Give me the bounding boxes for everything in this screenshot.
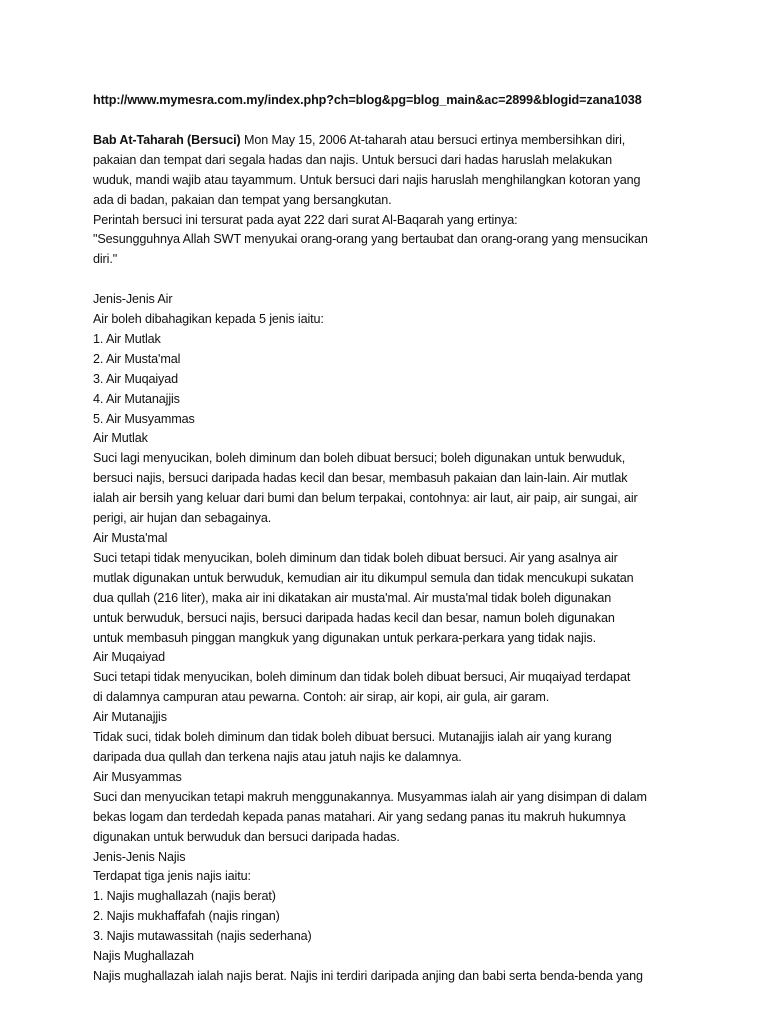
paragraph-spacer (93, 270, 678, 290)
text-line: di dalamnya campuran atau pewarna. Contoh: air sirap, air kopi, air gula, air garam. (93, 690, 550, 705)
intro-line: ada di badan, pakaian dan tempat yang bersangkutan. (93, 192, 392, 207)
text-line: untuk berwuduk, bersuci najis, bersuci daripada hadas kecil dan besar, namun boleh digunakan (93, 610, 615, 625)
text-line: Air Mutanajjis (93, 710, 167, 725)
text-line: Suci dan menyucikan tetapi makruh menggunakannya. Musyammas ialah air yang disimpan di dalam (93, 789, 647, 804)
text-line: 1. Air Mutlak (93, 331, 161, 346)
text-line: Jenis-Jenis Najis (93, 849, 186, 864)
intro-paragraph (93, 131, 678, 270)
text-line: daripada dua qullah dan terkena najis atau jatuh najis ke dalamnya. (93, 749, 462, 764)
text-line: 1. Najis mughallazah (najis berat) (93, 889, 276, 904)
intro-line: Perintah bersuci ini tersurat pada ayat 222 dari surat Al-Baqarah yang ertinya: (93, 212, 518, 227)
body-text (93, 290, 678, 987)
text-line: Jenis-Jenis Air (93, 292, 173, 307)
text-line: Air Musyammas (93, 769, 182, 784)
text-line: ialah air bersih yang keluar dari bumi dan belum terpakai, contohnya: air laut, air paip, air sungai, air (93, 491, 638, 506)
text-line: 5. Air Musyammas (93, 411, 195, 426)
text-line: 2. Air Musta'mal (93, 351, 181, 366)
text-line: Terdapat tiga jenis najis iaitu: (93, 869, 251, 884)
source-url: http://www.mymesra.com.my/index.php?ch=blog&pg=blog_main&ac=2899&blogid=zana1038 (93, 93, 642, 107)
document-page (93, 91, 678, 987)
text-line: digunakan untuk berwuduk dan bersuci daripada hadas. (93, 829, 400, 844)
text-line: Tidak suci, tidak boleh diminum dan tidak boleh dibuat bersuci. Mutanajjis ialah air yang kurang (93, 730, 612, 745)
text-line: Air Muqaiyad (93, 650, 166, 665)
text-line: 2. Najis mukhaffafah (najis ringan) (93, 909, 280, 924)
text-line: Air Musta'mal (93, 531, 168, 546)
text-line: Najis Mughallazah (93, 949, 194, 964)
quote-line: "Sesungguhnya Allah SWT menyukai orang-orang yang bertaubat dan orang-orang yang mensucikan (93, 232, 648, 247)
text-line: 4. Air Mutanajjis (93, 391, 180, 406)
text-line: 3. Air Muqaiyad (93, 371, 179, 386)
text-line: mutlak digunakan untuk berwuduk, kemudian air itu dikumpul semula dan tidak mencukupi sukatan (93, 570, 634, 585)
text-line: Air boleh dibahagikan kepada 5 jenis iaitu: (93, 312, 324, 327)
text-line: perigi, air hujan dan sebagainya. (93, 511, 272, 526)
article-title: Bab At-Taharah (Bersuci) (93, 132, 241, 147)
text-line: bekas logam dan terdedah kepada panas matahari. Air yang sedang panas itu makruh hukumnya (93, 809, 626, 824)
text-line: Suci tetapi tidak menyucikan, boleh diminum dan tidak boleh dibuat bersuci, Air muqaiyad terdapat (93, 670, 631, 685)
intro-line-1-text: Mon May 15, 2006 At-taharah atau bersuci ertinya membersihkan diri, (240, 132, 626, 147)
intro-line (93, 131, 678, 151)
text-line: Air Mutlak (93, 431, 148, 446)
text-line: bersuci najis, bersuci daripada hadas kecil dan besar, membasuh pakaian dan lain-lain. Air mutlak (93, 471, 628, 486)
text-line: Suci lagi menyucikan, boleh diminum dan boleh dibuat bersuci; boleh digunakan untuk berwuduk, (93, 451, 626, 466)
text-line: Najis mughallazah ialah najis berat. Najis ini terdiri daripada anjing dan babi serta benda-benda yang (93, 968, 643, 983)
quote-line: diri." (93, 252, 118, 267)
intro-line: pakaian dan tempat dari segala hadas dan najis. Untuk bersuci dari hadas haruslah melakukan (93, 152, 613, 167)
text-line: Suci tetapi tidak menyucikan, boleh diminum dan tidak boleh dibuat bersuci. Air yang asalnya air (93, 550, 618, 565)
intro-line: wuduk, mandi wajib atau tayammum. Untuk bersuci dari najis haruslah menghilangkan kotoran yang (93, 172, 641, 187)
text-line: untuk membasuh pinggan mangkuk yang digunakan untuk perkara-perkara yang tidak najis. (93, 630, 596, 645)
text-line: dua qullah (216 liter), maka air ini dikatakan air musta'mal. Air musta'mal tidak boleh digunakan (93, 590, 612, 605)
text-line: 3. Najis mutawassitah (najis sederhana) (93, 929, 312, 944)
